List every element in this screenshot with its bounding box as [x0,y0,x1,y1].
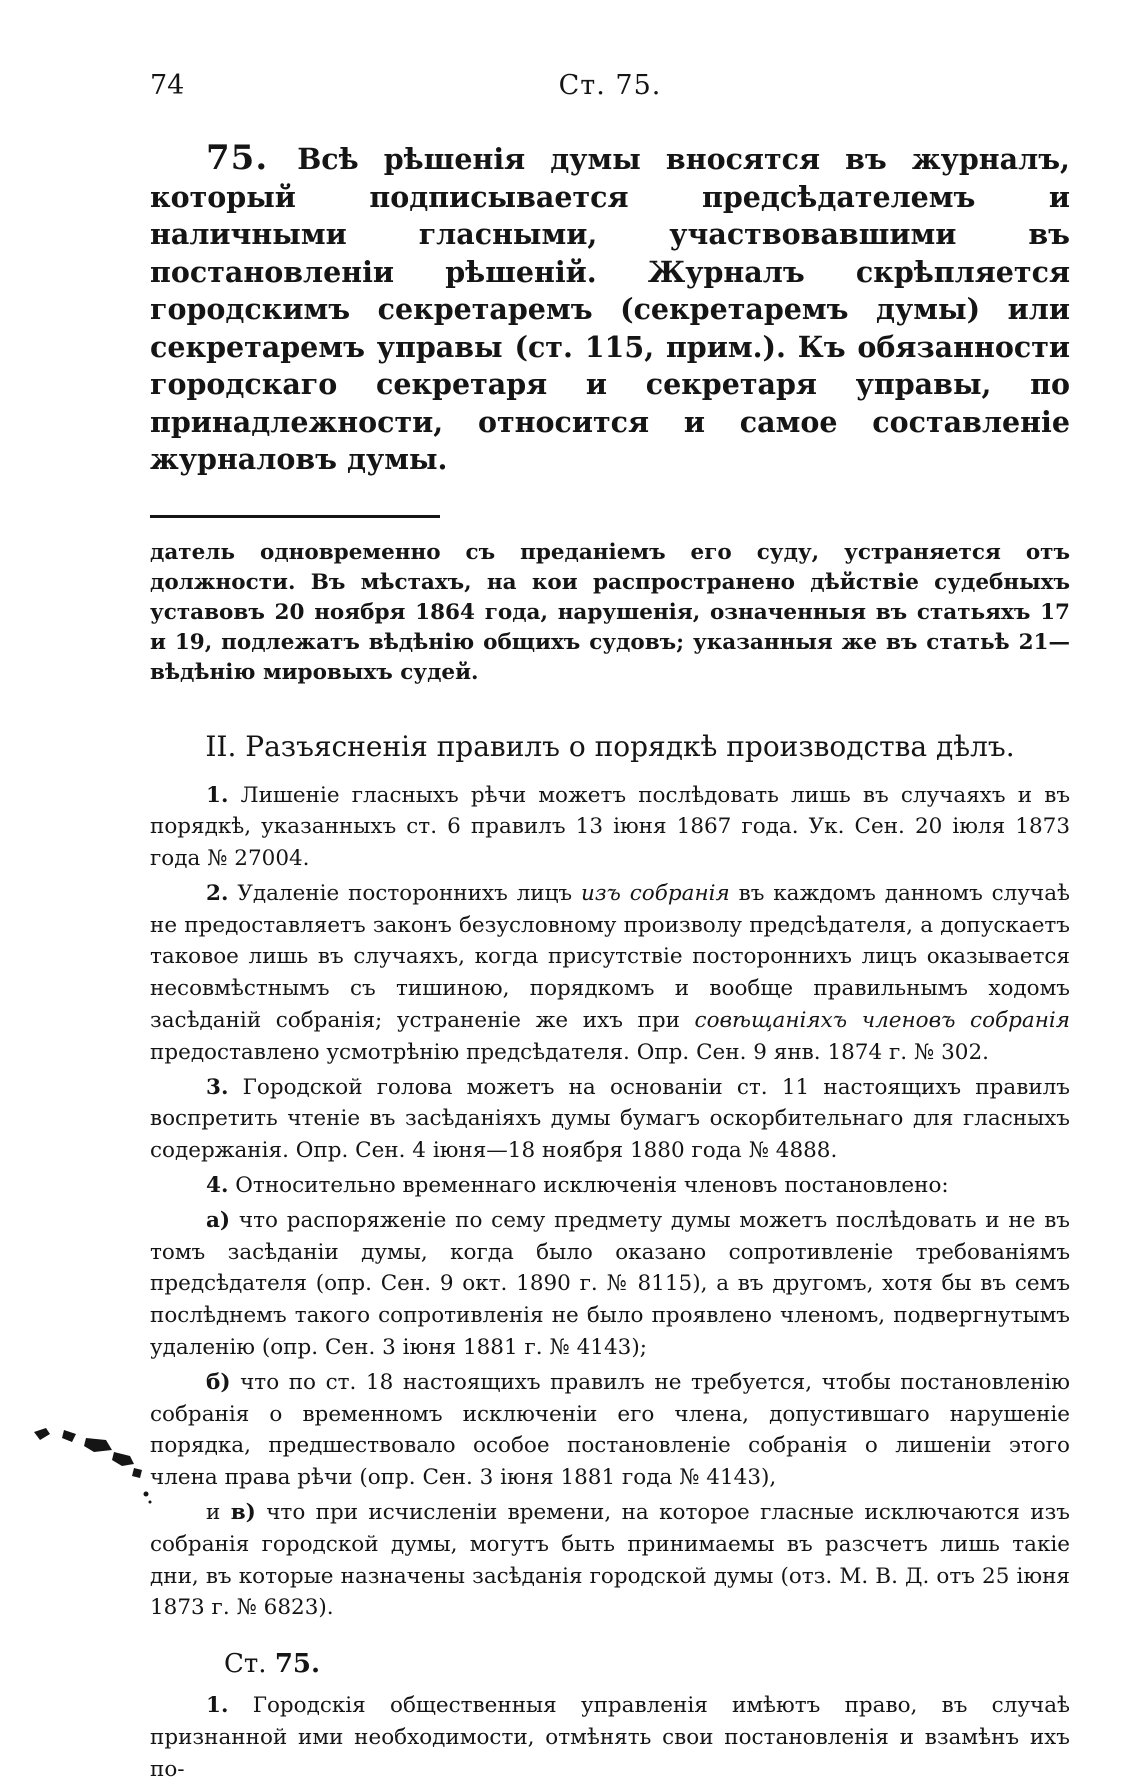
item-text: Городской голова можетъ на основаніи ст. 11 настоящихъ правилъ воспретить чтеніе въ засѣданіяхъ думы бумагъ оскорбительнаго для гласныхъ содержанія. Опр. Сен. 4 іюня—18 ноября 1880 года № 4888. [150,1074,1070,1164]
running-head: Ст. 75. [558,70,662,101]
sub-item-text: что распоряженіе по сему предмету думы можетъ послѣдовать и не въ томъ засѣданіи думы, когда было оказано сопротивленіе требованіямъ предсѣдателя (опр. Сен. 9 окт. 1890 г. № 8115), а въ другомъ, хотя бы въ семъ послѣднемъ такого сопротивленія не было проявлено членомъ, подвергнутымъ удаленію (опр. Сен. 3 іюня 1881 г. № 4143); [150,1207,1070,1361]
page-number: 74 [150,70,185,101]
article-heading-prefix: Ст. [224,1649,267,1680]
item-text: въ каждомъ данномъ случаѣ не предоставляетъ законъ безусловному произволу предсѣдателя, а допускаетъ таковое лишь въ случаяхъ, когда присутствіе постороннихъ лицъ оказывается несовмѣстнымъ съ тишиною, порядкомъ и вообще правильнымъ ходомъ засѣданій собранія; устраненіе же ихъ при [150,880,1070,1034]
sub-item [150,1205,1070,1364]
sub-item [150,1367,1070,1494]
sub-item-prefix: и [206,1500,221,1526]
article-75-text-block [150,140,1070,479]
list-item [150,1170,1070,1202]
article-heading [150,1644,1070,1684]
footnote-continuation: датель одновременно съ преданіемъ его суду, устраняется отъ должности. Въ мѣстахъ, на кои распространено дѣйствіе судебныхъ уставовъ 20 ноября 1864 года, нарушенія, означенныя въ статьяхъ 17 и 19, подлежатъ вѣдѣнію общихъ судовъ; указанныя же въ статьѣ 21—вѣдѣнію мировыхъ судей. [150,539,1070,685]
item-text: Городскія общественныя управленія имѣютъ право, въ случаѣ признанной ими необходимости, отмѣнять свои постановленія и взамѣнъ ихъ по- [150,1693,1070,1782]
list-item [150,1690,1070,1785]
item-text: Относительно временнаго исключенія членовъ постановлено: [235,1173,949,1199]
item-text: Удаленіе постороннихъ лицъ [237,880,581,906]
ink-smudge-mark [30,1420,170,1510]
article-75-list [150,1690,1070,1785]
item-text: предоставлено усмотрѣнію предсѣдателя. Опр. Сен. 9 янв. 1874 г. № 302. [150,1039,989,1065]
sub-item-text: что при исчисленіи времени, на которое гласные исключаются изъ собранія городской думы, могутъ быть принимаемы въ разсчетъ лишь такіе дни, въ которые назначены засѣданія городской думы (отз. М. В. Д. отъ 25 іюня 1873 г. № 6823). [150,1500,1070,1621]
book-page [150,62,1070,1789]
item-italic-phrase: совѣщаніяхъ членовъ собранія [694,1008,1071,1034]
page-header [150,62,1070,112]
article-number: 75. [206,138,269,178]
item-number: 1. [206,782,229,808]
sub-item-text: что по ст. 18 настоящихъ правилъ не требуется, чтобы постановленію собранія о временномъ исключеніи его члена, допустившаго нарушеніе порядка, предшествовало особое постановленіе собранія о лишеніи этого члена права рѣчи (опр. Сен. 3 іюня 1881 года № 4143), [150,1369,1070,1491]
item-number: 3. [206,1074,229,1100]
section-title: II. Разъясненія правилъ о порядкѣ производства дѣлъ. [205,729,1015,763]
sub-item-letter: а) [206,1207,231,1233]
item-number: 4. [206,1173,229,1199]
list-item [150,1072,1070,1167]
item-number: 2. [206,880,229,906]
sub-item-letter: в) [230,1500,256,1526]
explanations-list [150,780,1070,1625]
footnote-divider [150,515,440,518]
item-number: 1. [206,1693,229,1719]
list-item [150,878,1070,1069]
article-heading-number: 75. [274,1649,321,1680]
item-italic-phrase: изъ собранія [580,880,730,906]
article-body: Всѣ рѣшенія думы вносятся въ журналъ, который подписывается предсѣдателемъ и наличными гласными, участвовавшими въ постановленіи рѣшеній. Журналъ скрѣпляется городскимъ секретаремъ (секретаремъ думы) или секретаремъ управы (ст. 115, прим.). Къ обязанности городскаго секретаря и секретаря управы, по принадлежности, относится и самое составленіе журналовъ думы. [150,142,1070,476]
item-text: Лишеніе гласныхъ рѣчи можетъ послѣдовать лишь въ случаяхъ и въ порядкѣ, указанныхъ ст. 6 правилъ 13 іюня 1867 года. Ук. Сен. 20 іюля 1873 года № 27004. [150,782,1070,872]
sub-item [150,1497,1070,1624]
sub-item-letter: б) [206,1369,231,1395]
list-item [150,780,1070,875]
